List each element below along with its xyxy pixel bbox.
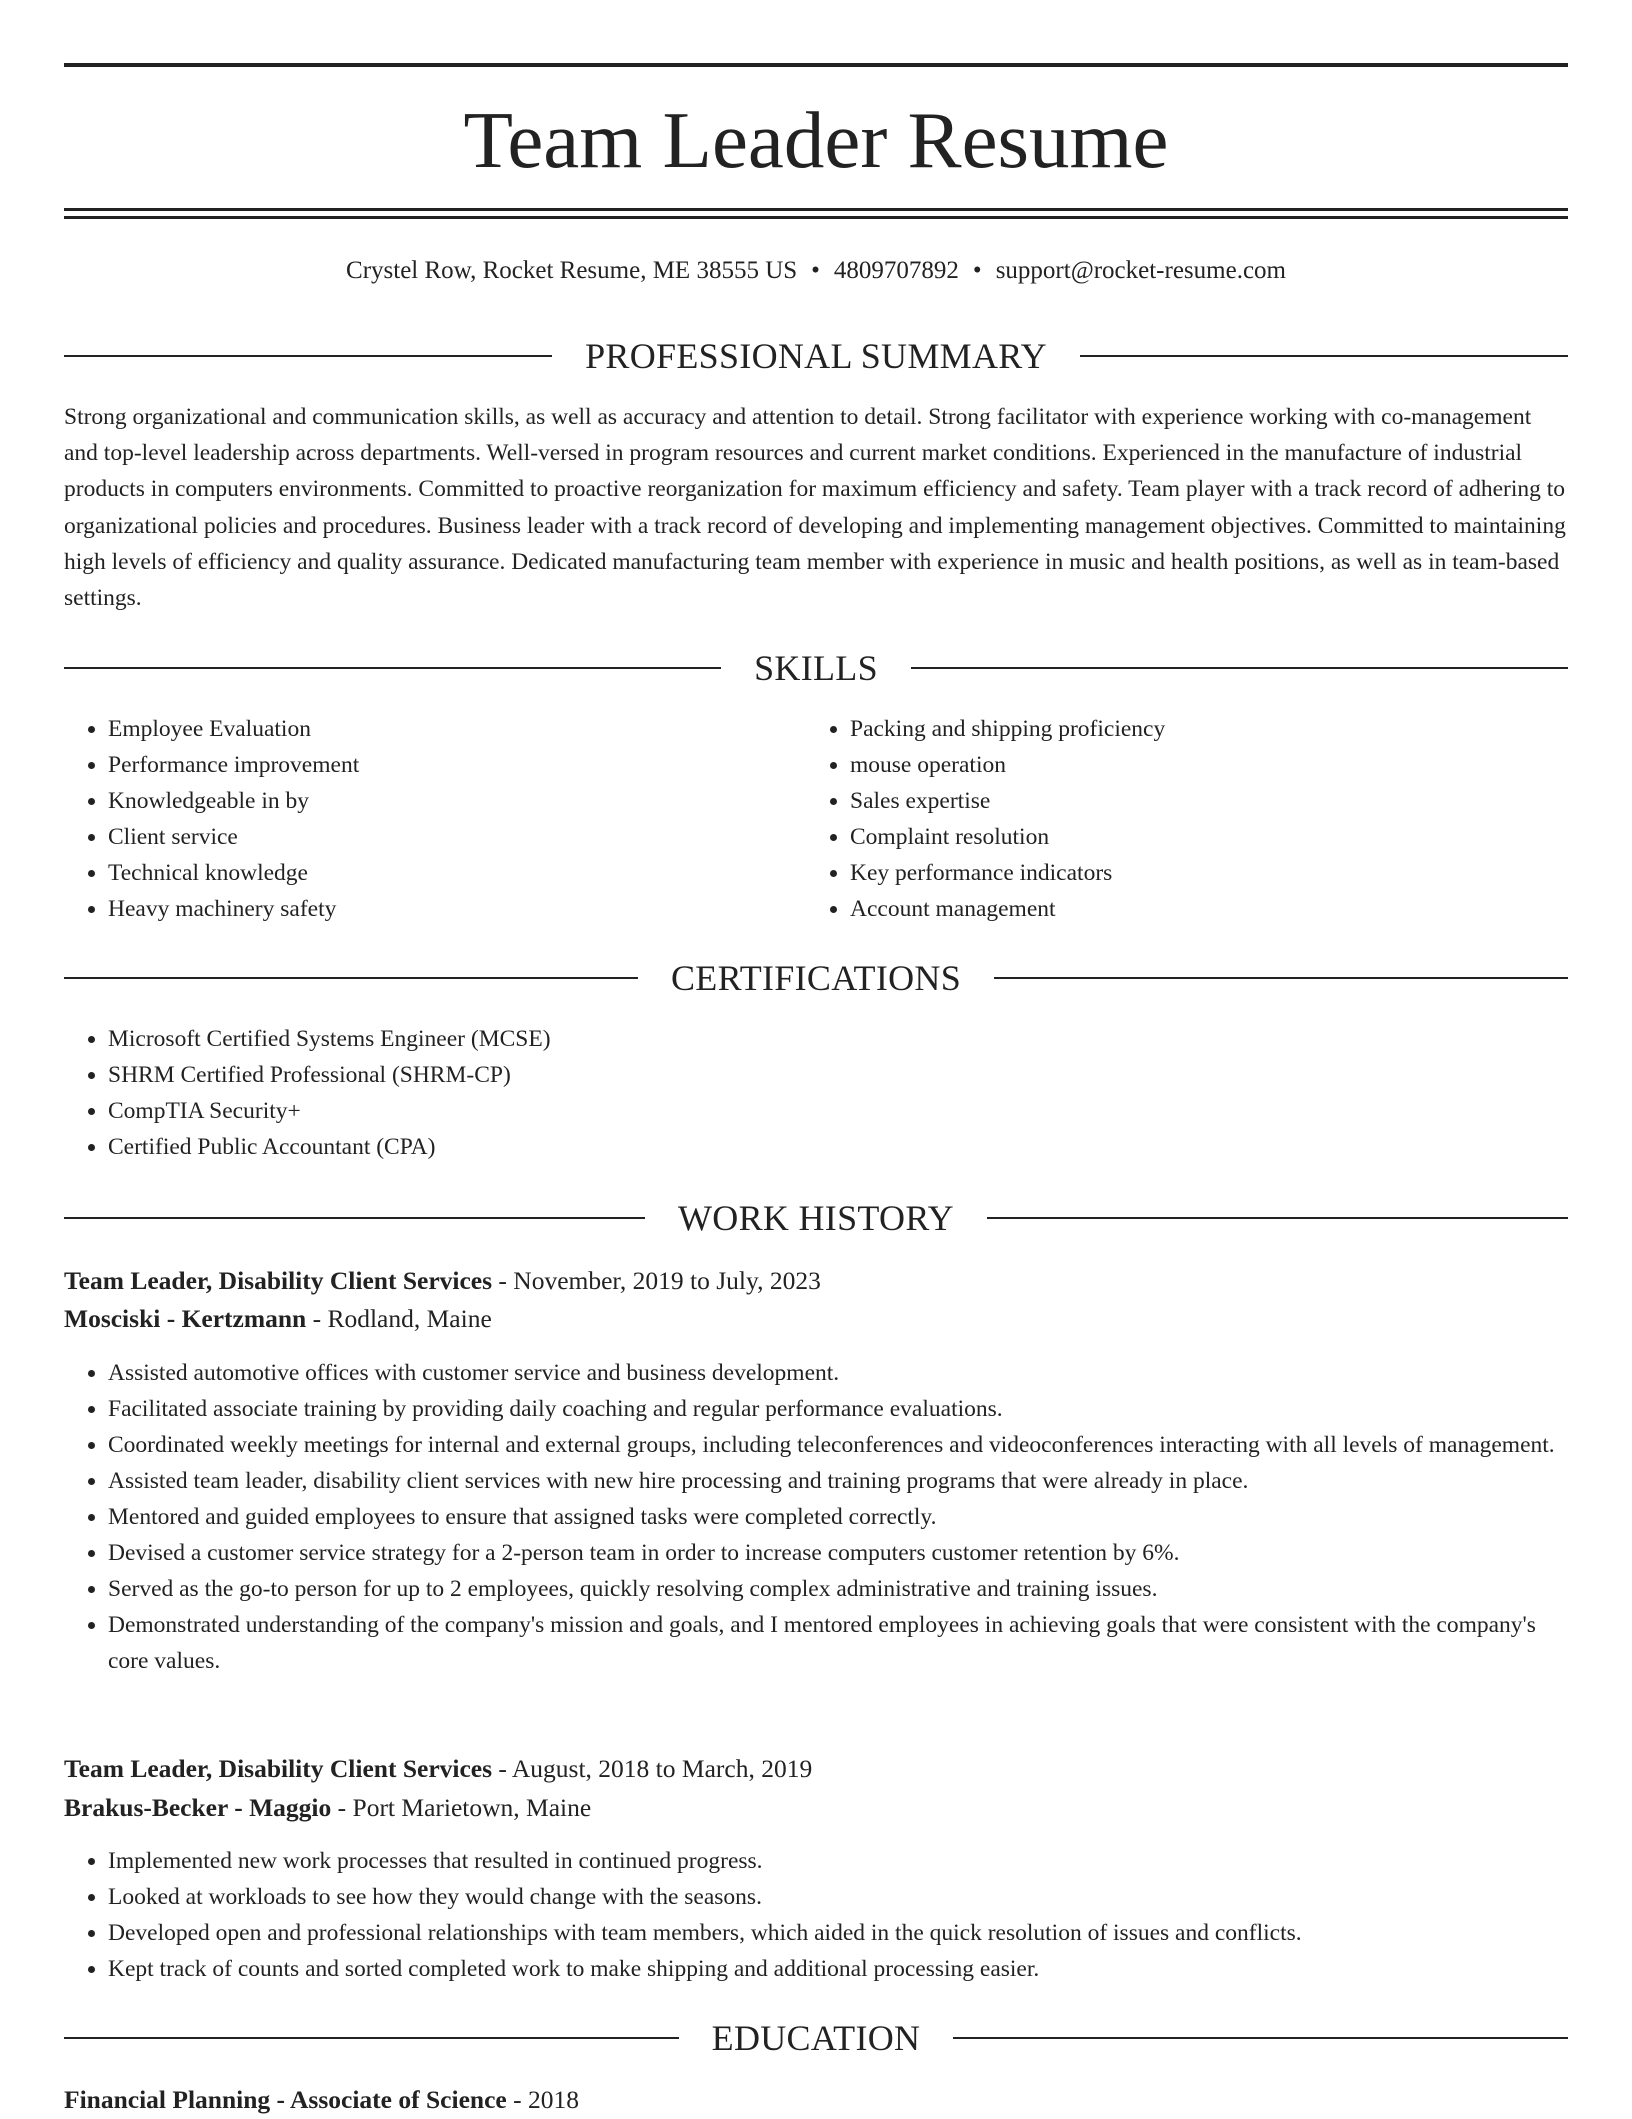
duty-item: • Mentored and guided employees to ensure that assigned tasks were completed correctly. (108, 1499, 1568, 1535)
skills-column-left (64, 711, 764, 927)
duty-item: • Looked at workloads to see how they would change with the seasons. (108, 1879, 1568, 1915)
summary-heading-label: PROFESSIONAL SUMMARY (585, 336, 1047, 376)
job-title-line (64, 1262, 1568, 1300)
duty-item: • Developed open and professional relationships with team members, which aided in the quick resolution of issues and conflicts. (108, 1915, 1568, 1951)
education-degree: Financial Planning - Associate of Science (64, 2085, 507, 2114)
job-company: Brakus-Becker - Maggio (64, 1793, 332, 1822)
job-title-line (64, 1750, 1568, 1788)
heading-rule (64, 1217, 645, 1219)
job-duties (64, 1843, 1568, 1987)
duty-item: • Coordinated weekly meetings for internal and external groups, including teleconferences and videoconferences interacting with all levels of management. (108, 1427, 1568, 1463)
contact-separator: • (972, 257, 982, 284)
skill-item: • Packing and shipping proficiency (850, 711, 1506, 747)
job-company-line (64, 1789, 1568, 1827)
certification-item: • Microsoft Certified Systems Engineer (MCSE) (108, 1021, 1568, 1057)
skill-item: • mouse operation (850, 747, 1506, 783)
heading-rule (911, 667, 1568, 669)
certification-item: • SHRM Certified Professional (SHRM-CP) (108, 1057, 1568, 1093)
education-heading (64, 2018, 1568, 2058)
skill-item: • Client service (108, 819, 764, 855)
job-location: - Port Marietown, Maine (331, 1793, 592, 1822)
certifications-heading-label: CERTIFICATIONS (670, 958, 962, 998)
education-entry (64, 2081, 1568, 2119)
duty-item: • Assisted team leader, disability client services with new hire processing and training programs that were already in place. (108, 1463, 1568, 1499)
duty-item: • Facilitated associate training by providing daily coaching and regular performance evaluations. (108, 1391, 1568, 1427)
certifications-list (64, 1021, 1568, 1165)
skills-heading (64, 648, 1568, 688)
title-rule-lower (64, 216, 1568, 219)
skill-item: • Account management (850, 891, 1506, 927)
heading-rule (994, 977, 1568, 979)
duty-item: • Kept track of counts and sorted completed work to make shipping and additional processing easier. (108, 1951, 1568, 1987)
contact-separator: • (811, 257, 820, 284)
skill-item: • Key performance indicators (850, 855, 1506, 891)
contact-line (64, 253, 1568, 289)
heading-rule (64, 667, 721, 669)
resume-title: Team Leader Resume (463, 95, 1169, 185)
heading-rule (1080, 355, 1568, 357)
certifications-heading (64, 958, 1568, 998)
heading-rule (64, 977, 638, 979)
duty-item: • Served as the go-to person for up to 2 employees, quickly resolving complex administrative and training issues. (108, 1571, 1568, 1607)
heading-rule (953, 2037, 1568, 2039)
education-year: - 2018 (506, 2085, 579, 2114)
skill-item: • Sales expertise (850, 783, 1506, 819)
top-rule (64, 63, 1568, 67)
contact-phone: 4809707892 (833, 257, 959, 284)
title-rule-upper (64, 208, 1568, 211)
education-heading-label: EDUCATION (711, 2018, 921, 2058)
work-history-heading (64, 1198, 1568, 1238)
summary-heading (64, 336, 1568, 376)
duty-item: • Demonstrated understanding of the company's mission and goals, and I mentored employees in achieving goals that were consistent with the company's core values. (108, 1607, 1568, 1679)
job-duties (64, 1355, 1568, 1679)
skill-item: • Knowledgeable in by (108, 783, 764, 819)
job-location: - Rodland, Maine (306, 1304, 492, 1333)
skill-item: • Employee Evaluation (108, 711, 764, 747)
skills-column-right (806, 711, 1506, 927)
job-dates: - August, 2018 to March, 2019 (492, 1754, 813, 1783)
heading-rule (64, 2037, 679, 2039)
skill-item: • Complaint resolution (850, 819, 1506, 855)
work-history-heading-label: WORK HISTORY (678, 1198, 954, 1238)
heading-rule (987, 1217, 1568, 1219)
duty-item: • Implemented new work processes that resulted in continued progress. (108, 1843, 1568, 1879)
certification-item: • CompTIA Security+ (108, 1093, 1568, 1129)
job-company: Mosciski - Kertzmann (64, 1304, 307, 1333)
certification-item: • Certified Public Accountant (CPA) (108, 1129, 1568, 1165)
skills-heading-label: SKILLS (754, 648, 878, 688)
duty-item: • Assisted automotive offices with customer service and business development. (108, 1355, 1568, 1391)
job-title: Team Leader, Disability Client Services (64, 1266, 493, 1295)
job-dates: - November, 2019 to July, 2023 (492, 1266, 821, 1295)
contact-address: Crystel Row, Rocket Resume, ME 38555 US (346, 257, 798, 284)
skill-item: • Heavy machinery safety (108, 891, 764, 927)
summary-text: Strong organizational and communication skills, as well as accuracy and attention to detail. Strong facilitator with experience working with co-management and top-level leadership across departments. Well-versed in program resources and current market conditions. Experienced in the manufacture of industrial products in computers environments. Committed to proactive reorganization for maximum efficiency and safety. Team player with a track record of adhering to organizational policies and procedures. Business leader with a track record of developing and implementing management objectives. Committed to maintaining high levels of efficiency and quality assurance. Dedicated manufacturing team member with experience in music and health positions, as well as in team-based settings. (64, 404, 1566, 612)
duty-item: • Devised a customer service strategy for a 2-person team in order to increase computers customer retention by 6%. (108, 1535, 1568, 1571)
job-title: Team Leader, Disability Client Services (64, 1754, 493, 1783)
heading-rule (64, 355, 552, 357)
skill-item: • Technical knowledge (108, 855, 764, 891)
skill-item: • Performance improvement (108, 747, 764, 783)
contact-email: support@rocket-resume.com (995, 257, 1286, 284)
job-company-line (64, 1300, 1568, 1338)
